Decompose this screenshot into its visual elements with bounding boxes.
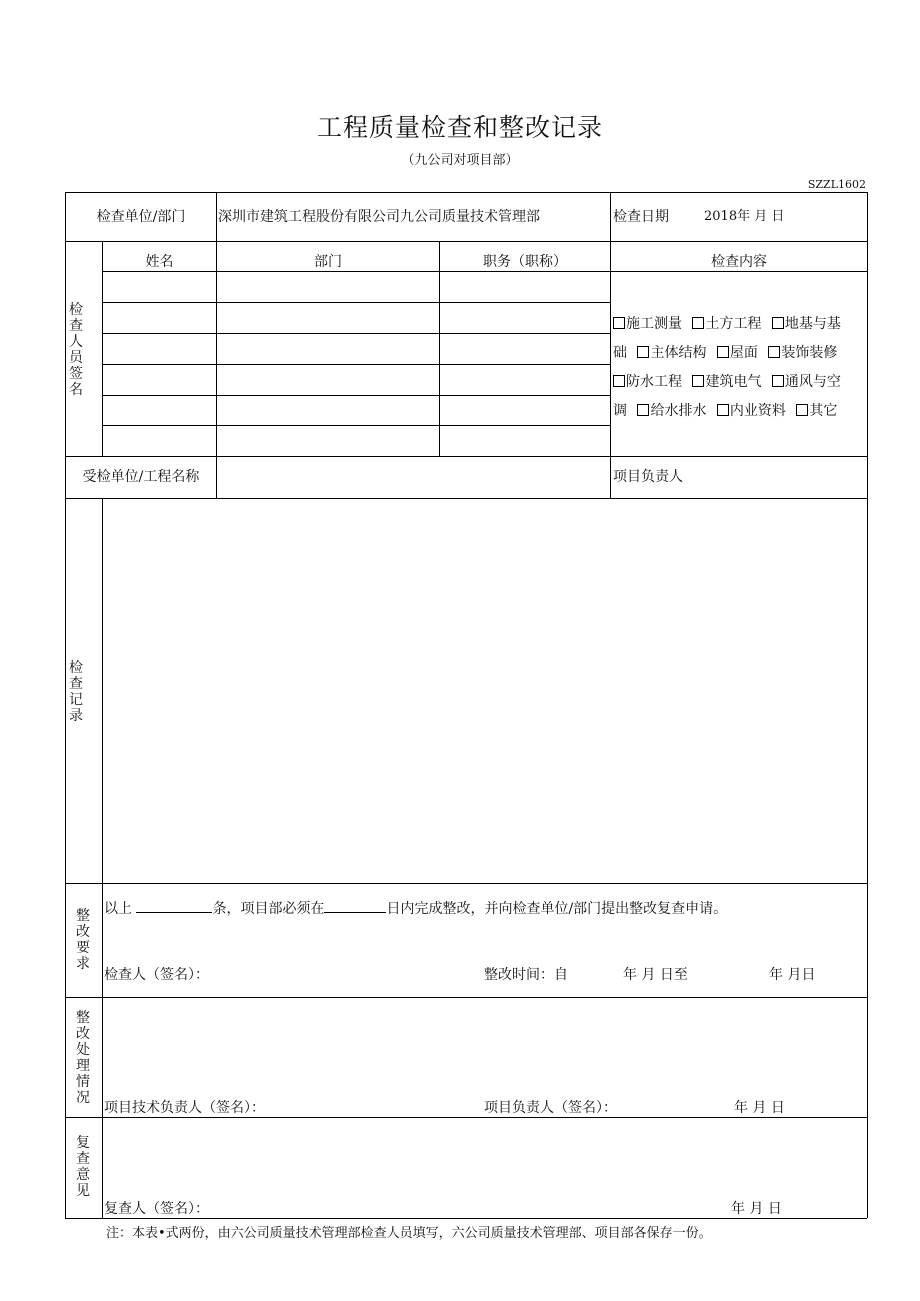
checkbox-item[interactable]: 通风与空 <box>772 374 841 390</box>
signature-row[interactable] <box>103 303 610 333</box>
project-manager-field[interactable] <box>700 457 866 498</box>
form-code: SZZL1602 <box>807 178 866 191</box>
inspect-date-value: 2018年 月 日 <box>704 209 785 224</box>
checkbox-item[interactable]: 施工测量 <box>613 316 682 332</box>
checkbox-item[interactable]: 内业资料 <box>717 403 786 419</box>
checkbox-icon[interactable] <box>772 317 784 329</box>
inspect-unit-label: 检查单位/部门 <box>96 209 186 225</box>
inspect-date-label: 检查日期 <box>613 209 669 225</box>
checkbox-item[interactable]: 给水排水 <box>637 403 706 419</box>
col-name-header: 姓名 <box>145 254 174 270</box>
checkbox-icon[interactable] <box>768 346 780 358</box>
checkbox-item[interactable]: 土方工程 <box>692 316 761 332</box>
handle-date: 年 月 日 <box>734 1100 785 1116</box>
recheck-label: 复查意见 <box>76 1135 90 1199</box>
checkbox-icon[interactable] <box>717 404 729 416</box>
checkbox-item[interactable]: 防水工程 <box>613 374 682 390</box>
checkbox-item[interactable]: 建筑电气 <box>692 374 761 390</box>
checklist-line <box>613 315 841 333</box>
checkbox-icon[interactable] <box>796 404 808 416</box>
rectify-time-end: 年 月日 <box>769 967 816 983</box>
col-title-header: 职务（职称） <box>483 254 567 270</box>
rectify-req-line: 以上 条，项目部必须在 日内完成整改，并向检查单位/部门提出整改复查申请。 <box>104 901 728 917</box>
recheck-date: 年 月 日 <box>731 1201 782 1217</box>
checkbox-item[interactable]: 地基与基 <box>772 316 841 332</box>
record-label: 检查记录 <box>69 660 83 724</box>
col-dept-header: 部门 <box>314 254 342 270</box>
days-blank[interactable] <box>324 900 386 913</box>
inspected-unit-field[interactable] <box>217 457 610 498</box>
checkbox-icon[interactable] <box>692 375 704 387</box>
checklist-line <box>613 373 841 391</box>
checkbox-icon[interactable] <box>637 346 649 358</box>
checkbox-icon[interactable] <box>772 375 784 387</box>
rectify-time-start: 年 月 日至 <box>623 967 688 983</box>
checkbox-item[interactable]: 屋面 <box>717 345 758 361</box>
signature-section-label: 检查人员签名 <box>69 302 83 398</box>
inspect-unit-value: 深圳市建筑工程股份有限公司九公司质量技术管理部 <box>218 209 540 225</box>
rectify-req-label: 整改要求 <box>76 908 90 972</box>
recheck-sign-label: 复查人（签名）： <box>104 1201 209 1217</box>
rectify-handle-label: 整改处理情况 <box>76 1010 90 1106</box>
manager-sign-label: 项目负责人（签名）： <box>484 1100 617 1116</box>
inspector-sign-label: 检查人（签名）： <box>104 967 209 983</box>
signature-row[interactable] <box>103 365 610 395</box>
signature-row[interactable] <box>103 334 610 364</box>
tech-lead-sign-label: 项目技术负责人（签名）： <box>104 1100 265 1116</box>
checkbox-icon[interactable] <box>613 317 625 329</box>
item-count-blank[interactable] <box>136 900 212 913</box>
checkbox-icon[interactable] <box>717 346 729 358</box>
checkbox-icon[interactable] <box>692 317 704 329</box>
col-content-header: 检查内容 <box>711 254 767 270</box>
record-area[interactable] <box>103 499 866 882</box>
checkbox-icon[interactable] <box>613 375 625 387</box>
page-subtitle: （九公司对项目部） <box>401 153 519 168</box>
inspected-unit-label: 受检单位/工程名称 <box>82 469 200 485</box>
project-manager-label: 项目负责人 <box>613 469 683 485</box>
checkbox-item[interactable]: 其它 <box>796 403 837 419</box>
signature-row[interactable] <box>103 426 610 456</box>
rectify-time-label: 整改时间：自 <box>484 967 568 983</box>
checklist-line: 调 给水排水 内业资料 其它 <box>613 403 838 419</box>
footnote: 注：本表•式两份，由六公司质量技术管理部检查人员填写，六公司质量技术管理部、项目部各保存一份。 <box>106 1226 712 1241</box>
page-title: 工程质量检查和整改记录 <box>316 113 603 142</box>
checkbox-item[interactable]: 装饰装修 <box>768 345 837 361</box>
checklist-line: 础 主体结构 屋面 装饰装修 <box>613 345 838 361</box>
signature-row[interactable] <box>103 272 610 302</box>
checkbox-item[interactable]: 主体结构 <box>637 345 706 361</box>
signature-row[interactable] <box>103 396 610 425</box>
checkbox-icon[interactable] <box>637 404 649 416</box>
